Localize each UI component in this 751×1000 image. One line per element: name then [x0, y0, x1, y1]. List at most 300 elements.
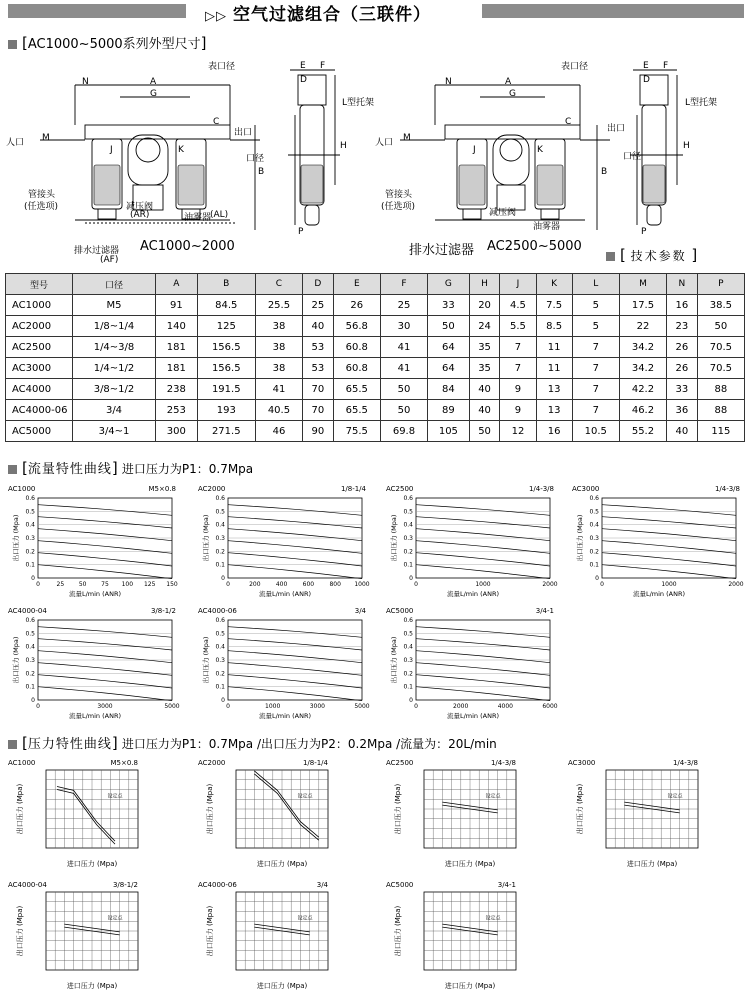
y-tick-label: 0 [31, 697, 35, 704]
x-tick-label: 0 [226, 703, 230, 710]
dim-letter-f-r: F [663, 61, 669, 71]
model-cell: AC3000 [6, 358, 73, 379]
x-tick-label: 1000 [354, 581, 370, 588]
y-tick-label: 0 [31, 575, 35, 582]
table-cell: 7 [572, 379, 619, 400]
chart-model-label: AC2000 [198, 485, 226, 493]
col-header-6: E [333, 274, 380, 295]
table-cell: 50 [428, 316, 470, 337]
table-cell: 70 [303, 400, 334, 421]
y-tick-label: 0.5 [403, 508, 413, 516]
table-cell: 36 [667, 400, 698, 421]
table-cell: 70.5 [697, 358, 744, 379]
table-cell: 253 [156, 400, 198, 421]
section-square [8, 740, 17, 749]
table-cell: 25.5 [255, 295, 302, 316]
chart-model-label: AC1000 [8, 759, 36, 767]
chart-size-label: 3/4 [354, 607, 366, 615]
label-reducer: 减压阀 [126, 202, 154, 212]
chart-size-label: 1/4-3/8 [528, 485, 554, 493]
y-tick-label: 0.2 [25, 548, 35, 556]
x-axis-label: 进口压力 (Mpa) [256, 860, 308, 868]
table-cell: 191.5 [197, 379, 255, 400]
table-row [6, 379, 745, 400]
set-point-label: 设定点 [667, 793, 683, 800]
table-cell: 50 [469, 421, 500, 442]
col-header-1: 口径 [73, 274, 156, 295]
label-range-right: AC2500~5000 [487, 239, 582, 254]
header-bar-left [8, 4, 186, 18]
x-tick-label: 0 [226, 581, 230, 588]
table-cell: 7 [500, 337, 536, 358]
table-cell: 3/8~1/2 [73, 379, 156, 400]
flow-curve [602, 505, 736, 516]
table-cell: 40 [667, 421, 698, 442]
table-cell: 89 [428, 400, 470, 421]
chart-size-label: 3/8-1/2 [112, 881, 138, 889]
dim-letter-p-r: P [641, 227, 647, 237]
y-tick-label: 0.2 [215, 548, 225, 556]
dim-letter-b-r: B [601, 167, 608, 177]
table-cell: 33 [667, 379, 698, 400]
flow-chart-svg [198, 606, 368, 726]
table-cell: 30 [380, 316, 427, 337]
table-cell: 7.5 [536, 295, 572, 316]
y-axis-label: 出口压力 (Mpa) [12, 636, 20, 684]
pressure-chart-1 [198, 758, 368, 876]
y-tick-label: 0.3 [25, 657, 35, 664]
table-cell: 41 [380, 358, 427, 379]
table-cell: 50 [380, 400, 427, 421]
label-drain: 管接头 [28, 190, 56, 200]
y-axis-label: 出口压力 (Mpa) [202, 636, 210, 684]
y-tick-label: 0.6 [215, 617, 225, 624]
label-reducer-code: (AR) [130, 210, 150, 220]
table-cell: 25 [380, 295, 427, 316]
label-outlet: 出口 [234, 128, 253, 138]
y-tick-label: 0.2 [403, 548, 413, 556]
flow-curve [416, 553, 550, 566]
col-header-15: P [697, 274, 744, 295]
x-axis-label: 流量L/min (ANR) [632, 590, 686, 598]
dim-letter-n: N [82, 77, 89, 87]
x-tick-label: 0 [414, 581, 418, 588]
table-cell: 88 [697, 400, 744, 421]
col-header-3: B [197, 274, 255, 295]
table-cell: 7 [500, 358, 536, 379]
x-tick-label: 2000 [453, 703, 469, 710]
table-cell: 17.5 [619, 295, 666, 316]
table-row [6, 400, 745, 421]
flow-curve [416, 565, 550, 579]
flow-curve [228, 627, 362, 638]
table-cell: 41 [255, 379, 302, 400]
flow-chart-svg [8, 606, 178, 726]
flow-curve [38, 553, 172, 566]
dim-letter-g: G [150, 89, 157, 99]
x-axis-label: 流量L/min (ANR) [258, 590, 312, 598]
x-tick-label: 1000 [475, 581, 491, 588]
y-tick-label: 0.1 [215, 561, 225, 569]
table-cell: 11 [536, 337, 572, 358]
spec-table-header [6, 274, 745, 295]
dim-letter-h: H [340, 141, 347, 151]
table-cell: 60.8 [333, 337, 380, 358]
y-tick-label: 0.5 [589, 508, 599, 516]
table-cell: 5.5 [500, 316, 536, 337]
title-text: 空气过滤组合（三联件） [233, 5, 431, 25]
pressure-chart-2 [386, 758, 556, 876]
flow-chart-0 [8, 484, 178, 604]
y-axis-label: 出口压力 (Mpa) [206, 783, 214, 835]
model-cell: AC5000 [6, 421, 73, 442]
table-cell: 46.2 [619, 400, 666, 421]
table-cell: 26 [667, 337, 698, 358]
table-cell: 40 [469, 400, 500, 421]
col-header-2: A [156, 274, 198, 295]
flow-curve [416, 505, 550, 516]
chart-model-label: AC2000 [198, 759, 226, 767]
col-header-14: N [667, 274, 698, 295]
table-cell: 42.2 [619, 379, 666, 400]
x-tick-label: 1000 [265, 703, 281, 710]
table-cell: 7 [572, 358, 619, 379]
model-cell: AC2000 [6, 316, 73, 337]
label-filter-r: 排水过滤器 [409, 243, 475, 258]
table-cell: 300 [156, 421, 198, 442]
label-filter: 排水过滤器 [74, 246, 120, 256]
y-tick-label: 0.2 [403, 670, 413, 678]
x-axis-label: 流量L/min (ANR) [258, 712, 312, 720]
label-outlet-r: 出口 [607, 124, 626, 134]
set-point-label: 设定点 [485, 793, 501, 800]
dim-letter-d-r: D [643, 75, 650, 85]
flow-chart-svg [572, 484, 742, 604]
x-axis-label: 流量L/min (ANR) [446, 590, 500, 598]
flow-chart-1 [198, 484, 368, 604]
dim-letter-j: J [110, 145, 113, 155]
y-tick-label: 0.6 [403, 495, 413, 502]
y-tick-label: 0 [409, 697, 413, 704]
flow-curve [38, 639, 172, 650]
table-cell: 115 [697, 421, 744, 442]
flow-curve [602, 553, 736, 566]
y-tick-label: 0.3 [215, 535, 225, 542]
table-cell: 13 [536, 400, 572, 421]
table-cell: 181 [156, 337, 198, 358]
section-square [8, 40, 17, 49]
label-drain-opt-r: (任选项) [381, 202, 416, 212]
label-port: 表口径 [208, 62, 236, 72]
x-tick-label: 50 [78, 581, 87, 588]
table-cell: 55.2 [619, 421, 666, 442]
table-cell: 23 [667, 316, 698, 337]
label-bracket-r: L型托架 [685, 98, 718, 108]
col-header-4: C [255, 274, 302, 295]
y-tick-label: 0.2 [25, 670, 35, 678]
y-tick-label: 0.3 [25, 535, 35, 542]
flow-curve [416, 687, 550, 701]
y-tick-label: 0.4 [215, 521, 225, 529]
table-cell: 53 [303, 358, 334, 379]
dim-letter-h-r: H [683, 141, 690, 151]
chart-model-label: AC4000-04 [8, 881, 47, 889]
drawing-right [375, 55, 751, 270]
flow-chart-3 [572, 484, 742, 604]
y-tick-label: 0 [221, 697, 225, 704]
table-cell: 271.5 [197, 421, 255, 442]
chart-size-label: M5×0.8 [148, 485, 176, 493]
table-cell: 5 [572, 316, 619, 337]
spec-table [5, 273, 745, 442]
flow-curve [228, 565, 362, 579]
table-cell: 26 [333, 295, 380, 316]
x-axis-label: 流量L/min (ANR) [68, 712, 122, 720]
col-header-8: G [428, 274, 470, 295]
table-cell: 22 [619, 316, 666, 337]
label-lubricator: 油雾器 [184, 213, 212, 223]
table-cell: 1/8~1/4 [73, 316, 156, 337]
dim-letter-a-r: A [505, 77, 512, 87]
table-cell: 38 [255, 337, 302, 358]
label-drain-opt: (任选项) [24, 202, 59, 212]
flow-curve [228, 675, 362, 688]
pressure-chart-0 [8, 758, 178, 876]
dim-letter-e: E [300, 61, 306, 71]
col-header-11: K [536, 274, 572, 295]
dim-letter-b: B [258, 167, 265, 177]
y-axis-label: 出口压力 (Mpa) [206, 905, 214, 957]
set-point-label: 设定点 [297, 915, 313, 922]
table-cell: 84.5 [197, 295, 255, 316]
flow-curve [38, 627, 172, 638]
flow-curve [602, 517, 736, 528]
chart-model-label: AC4000-06 [198, 607, 237, 615]
y-axis-label: 出口压力 (Mpa) [16, 783, 24, 835]
flow-curve [38, 505, 172, 516]
page-title [205, 0, 505, 25]
table-cell: 90 [303, 421, 334, 442]
x-tick-label: 6000 [542, 703, 558, 710]
flow-curve [228, 517, 362, 528]
flow-curve [38, 687, 172, 701]
title-arrows: ▷▷ [205, 9, 227, 24]
table-cell: 69.8 [380, 421, 427, 442]
table-cell: 10.5 [572, 421, 619, 442]
x-axis-label: 进口压力 (Mpa) [444, 860, 496, 868]
x-tick-label: 150 [166, 581, 178, 588]
table-cell: 7 [572, 400, 619, 421]
table-cell: 238 [156, 379, 198, 400]
y-tick-label: 0.1 [215, 683, 225, 691]
y-axis-label: 出口压力 (Mpa) [394, 783, 402, 835]
chart-size-label: 3/4-1 [497, 881, 516, 889]
x-tick-label: 100 [121, 581, 134, 588]
pressure-chart-svg [8, 758, 178, 876]
chart-size-label: 1/8-1/4 [340, 485, 366, 493]
flow-curve [416, 639, 550, 650]
flow-curve [228, 687, 362, 701]
table-cell: M5 [73, 295, 156, 316]
table-cell: 50 [380, 379, 427, 400]
pressure-chart-svg [386, 758, 556, 876]
flow-chart-4 [8, 606, 178, 726]
header-bar-right [482, 4, 744, 18]
table-cell: 38 [255, 358, 302, 379]
chart-size-label: 1/4-3/8 [714, 485, 740, 493]
x-axis-label: 进口压力 (Mpa) [66, 982, 118, 990]
dim-letter-p: P [298, 227, 304, 237]
y-tick-label: 0.1 [25, 561, 35, 569]
chart-model-label: AC3000 [572, 485, 600, 493]
y-tick-label: 0.6 [215, 495, 225, 502]
pressure-chart-svg [568, 758, 738, 876]
set-point-label: 设定点 [107, 915, 123, 922]
pressure-curve [254, 771, 318, 837]
dim-letter-c-r: C [565, 117, 572, 127]
x-tick-label: 0 [36, 703, 40, 710]
flow-curve [38, 529, 172, 541]
flow-curve [38, 517, 172, 528]
table-cell: 60.8 [333, 358, 380, 379]
flow-curve [416, 517, 550, 528]
set-point-label: 设定点 [107, 793, 123, 800]
dim-letter-g-r: G [509, 89, 516, 99]
y-tick-label: 0.5 [403, 630, 413, 638]
drawing-left [0, 55, 375, 270]
section-square [8, 465, 17, 474]
flow-curve [416, 675, 550, 688]
chart-model-label: AC3000 [568, 759, 596, 767]
pressure-chart-3 [568, 758, 738, 876]
table-cell: 91 [156, 295, 198, 316]
x-tick-label: 400 [275, 581, 288, 588]
table-cell: 35 [469, 358, 500, 379]
dim-letter-k: K [178, 145, 184, 155]
flow-chart-svg [386, 606, 556, 726]
y-tick-label: 0.2 [215, 670, 225, 678]
chart-model-label: AC1000 [8, 485, 36, 493]
y-axis-label: 出口压力 (Mpa) [202, 514, 210, 562]
table-cell: 9 [500, 400, 536, 421]
col-header-5: D [303, 274, 334, 295]
col-header-13: M [619, 274, 666, 295]
flow-curve [416, 627, 550, 638]
label-inlet-r: 人口 [375, 138, 394, 148]
y-tick-label: 0.3 [403, 657, 413, 664]
y-tick-label: 0.1 [589, 561, 599, 569]
model-cell: AC4000 [6, 379, 73, 400]
y-tick-label: 0.6 [589, 495, 599, 502]
model-cell: AC4000-06 [6, 400, 73, 421]
table-cell: 33 [428, 295, 470, 316]
table-cell: 16 [667, 295, 698, 316]
y-tick-label: 0.3 [215, 657, 225, 664]
table-cell: 156.5 [197, 358, 255, 379]
table-cell: 65.5 [333, 400, 380, 421]
flow-curve [38, 565, 172, 579]
table-cell: 16 [536, 421, 572, 442]
dim-letter-c: C [213, 117, 220, 127]
set-point-label: 设定点 [485, 915, 501, 922]
table-cell: 105 [428, 421, 470, 442]
pressure-curve [57, 790, 115, 845]
flow-chart-svg [386, 484, 556, 604]
y-tick-label: 0.6 [25, 495, 35, 502]
dim-letter-d: D [300, 75, 307, 85]
table-cell: 70.5 [697, 337, 744, 358]
table-row [6, 421, 745, 442]
table-cell: 46 [255, 421, 302, 442]
y-tick-label: 0.1 [25, 683, 35, 691]
label-drain-r: 管接头 [385, 190, 413, 200]
table-cell: 56.8 [333, 316, 380, 337]
table-cell: 156.5 [197, 337, 255, 358]
table-cell: 13 [536, 379, 572, 400]
flow-chart-6 [386, 606, 556, 726]
table-cell: 75.5 [333, 421, 380, 442]
flow-curve [602, 565, 736, 579]
y-axis-label: 出口压力 (Mpa) [16, 905, 24, 957]
chart-model-label: AC5000 [386, 881, 414, 889]
col-header-7: F [380, 274, 427, 295]
x-axis-label: 进口压力 (Mpa) [626, 860, 678, 868]
dim-letter-n-r: N [445, 77, 452, 87]
table-row [6, 316, 745, 337]
y-tick-label: 0.5 [215, 508, 225, 516]
x-tick-label: 125 [143, 581, 156, 588]
label-lubricator-r: 油雾器 [533, 222, 561, 232]
chart-model-label: AC2500 [386, 485, 414, 493]
section-square [606, 252, 615, 261]
table-cell: 34.2 [619, 337, 666, 358]
table-cell: 4.5 [500, 295, 536, 316]
pressure-chart-6 [386, 880, 556, 998]
x-tick-label: 3000 [97, 703, 113, 710]
chart-model-label: AC5000 [386, 607, 414, 615]
y-tick-label: 0.5 [215, 630, 225, 638]
label-bracket: L型托架 [342, 98, 375, 108]
chart-model-label: AC2500 [386, 759, 414, 767]
col-header-10: J [500, 274, 536, 295]
table-cell: 7 [572, 337, 619, 358]
dim-letter-e-r: E [643, 61, 649, 71]
label-hole: 口径 [246, 154, 265, 164]
dim-letter-f: F [320, 61, 326, 71]
dim-letter-m: M [42, 133, 50, 143]
table-cell: 64 [428, 337, 470, 358]
table-cell: 140 [156, 316, 198, 337]
x-tick-label: 800 [329, 581, 341, 588]
x-tick-label: 3000 [309, 703, 325, 710]
table-cell: 38 [255, 316, 302, 337]
table-cell: 70 [303, 379, 334, 400]
y-axis-label: 出口压力 (Mpa) [576, 514, 584, 562]
table-cell: 12 [500, 421, 536, 442]
label-reducer-r: 减压阀 [489, 208, 517, 218]
table-row [6, 337, 745, 358]
x-tick-label: 5000 [164, 703, 180, 710]
table-cell: 40 [303, 316, 334, 337]
y-tick-label: 0.1 [403, 683, 413, 691]
dim-letter-m-r: M [403, 133, 411, 143]
y-axis-label: 出口压力 (Mpa) [12, 514, 20, 562]
col-header-12: L [572, 274, 619, 295]
y-axis-label: 出口压力 (Mpa) [576, 783, 584, 835]
x-tick-label: 600 [302, 581, 315, 588]
y-tick-label: 0.4 [403, 643, 413, 651]
set-point-label: 设定点 [297, 793, 313, 800]
